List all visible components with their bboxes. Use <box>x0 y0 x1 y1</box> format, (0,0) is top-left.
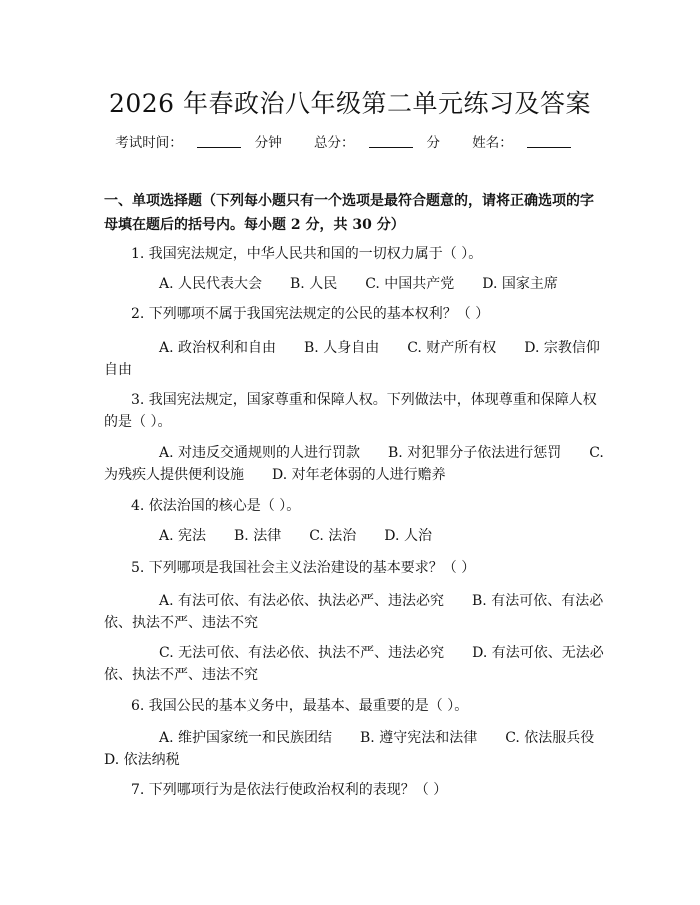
question-1-options: A. 人民代表大会 B. 人民 C. 中国共产党 D. 国家主席 <box>159 276 558 292</box>
exam-meta <box>0 131 700 151</box>
time-blank <box>197 135 241 148</box>
question-2-options-line2: 自由 <box>104 362 132 378</box>
question-7-stem: 7. 下列哪项行为是依法行使政治权利的表现？（ ） <box>131 782 448 798</box>
question-5-stem: 5. 下列哪项是我国社会主义法治建设的基本要求？（ ） <box>131 560 476 576</box>
question-3-options-line1: A. 对违反交通规则的人进行罚款 B. 对犯罪分子依法进行惩罚 C. <box>159 445 604 461</box>
question-3-options-line2: 为残疾人提供便利设施 D. 对年老体弱的人进行赡养 <box>104 467 446 483</box>
exam-score: 总分： 分 <box>314 135 440 151</box>
exam-name: 姓名： <box>472 135 585 151</box>
question-5-options-cd-line1: C. 无法可依、有法必依、执法不严、违法必究 D. 有法可依、无法必 <box>159 645 604 661</box>
question-3-stem-line2: 的是（ ）。 <box>104 414 172 430</box>
exam-time: 考试时间： 分钟 <box>115 135 282 151</box>
question-4-options: A. 宪法 B. 法律 C. 法治 D. 人治 <box>159 528 432 544</box>
question-2-stem: 2. 下列哪项不属于我国宪法规定的公民的基本权利？（ ） <box>131 306 490 322</box>
question-4-stem: 4. 依法治国的核心是（ ）。 <box>131 498 301 514</box>
name-blank <box>527 135 571 148</box>
section-heading: 一、单项选择题（下列每小题只有一个选项是最符合题意的，请将正确选项的字母填在题后的括号内。每小题 2 分，共 30 分） <box>104 193 594 233</box>
question-6-options-line2: D. 依法纳税 <box>104 752 180 768</box>
question-6-stem: 6. 我国公民的基本义务中，最基本、最重要的是（ ）。 <box>131 698 469 714</box>
question-6-options-line1: A. 维护国家统一和民族团结 B. 遵守宪法和法律 C. 依法服兵役 <box>159 730 595 746</box>
question-5-options-ab-line2: 依、执法不严、违法不究 <box>104 615 258 631</box>
question-5-options-ab-line1: A. 有法可依、有法必依、执法必严、违法必究 B. 有法可依、有法必 <box>159 593 604 609</box>
question-1-stem: 1. 我国宪法规定，中华人民共和国的一切权力属于（ ）。 <box>131 246 483 262</box>
question-3-stem-line1: 3. 我国宪法规定，国家尊重和保障人权。下列做法中，体现尊重和保障人权 <box>131 392 597 408</box>
score-blank <box>369 135 413 148</box>
question-2-options-line1: A. 政治权利和自由 B. 人身自由 C. 财产所有权 D. 宗教信仰 <box>159 340 600 356</box>
question-5-options-cd-line2: 依、执法不严、违法不究 <box>104 667 258 683</box>
page-title: 2026 年春政治八年级第二单元练习及答案 <box>108 89 592 118</box>
